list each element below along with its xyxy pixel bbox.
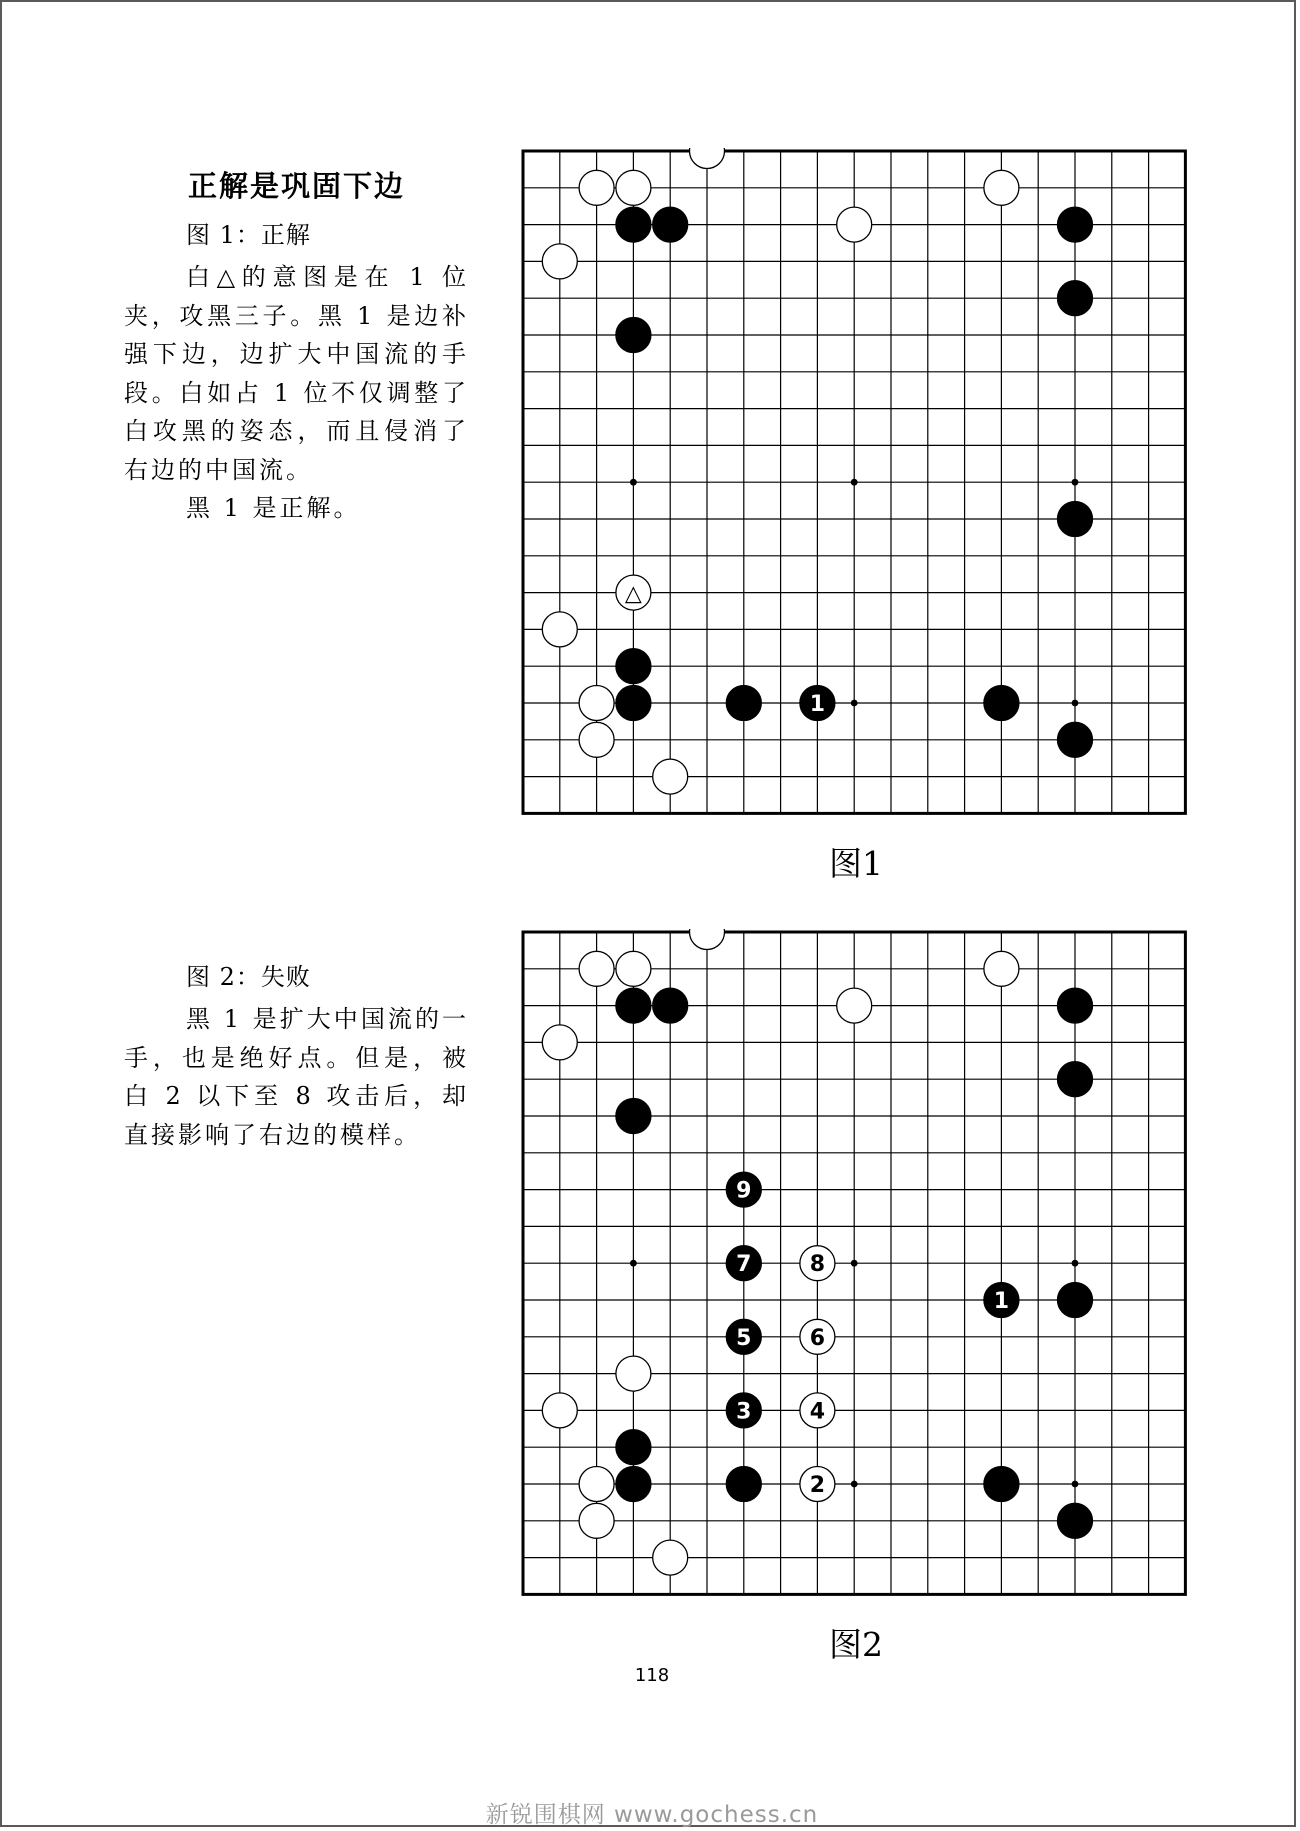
stone-label: 3 <box>736 1399 752 1425</box>
black-stone <box>1057 988 1092 1023</box>
figure-1-board <box>520 148 1190 816</box>
stone-label: 1 <box>809 691 826 717</box>
star-point <box>630 479 637 486</box>
stone-label: 5 <box>736 1325 752 1351</box>
stone-label: 7 <box>736 1252 752 1278</box>
white-stone <box>542 1393 577 1428</box>
star-point <box>851 700 858 707</box>
site-watermark: 新锐围棋网 www.gochess.cn <box>485 1802 819 1828</box>
white-stone <box>579 1503 614 1538</box>
black-stone <box>616 207 651 242</box>
black-stone <box>984 1466 1019 1501</box>
fig1-paragraph-1: 白△的意图是在 1 位夹，攻黑三子。黑 1 是边补强下边，边扩大中国流的手段。白如占 1 位不仅调整了白攻黑的姿态，而且侵消了右边的中国流。 <box>124 263 469 484</box>
figure-2-board-svg <box>520 929 1188 1597</box>
black-stone <box>616 685 651 720</box>
black-stone <box>1057 722 1092 757</box>
white-stone <box>579 685 614 720</box>
black-stone <box>726 685 761 720</box>
fig2-text <box>124 957 469 1154</box>
figure-2-board <box>520 929 1190 1597</box>
white-stone <box>579 722 614 757</box>
stone-label: 2 <box>809 1472 826 1498</box>
white-stone <box>653 1540 688 1575</box>
black-stone <box>616 988 651 1023</box>
star-point <box>851 1481 858 1488</box>
figure-1-board-svg <box>520 148 1188 816</box>
stone-label: 9 <box>736 1178 752 1204</box>
black-stone <box>653 988 688 1023</box>
black-stone <box>616 1466 651 1501</box>
white-stone <box>653 759 688 794</box>
black-stone <box>1057 1282 1092 1317</box>
star-point <box>1072 479 1079 486</box>
black-stone <box>1057 1062 1092 1097</box>
fig2-heading: 图 2：失败 <box>186 963 311 991</box>
white-stone <box>579 1466 614 1501</box>
black-stone <box>1057 1503 1092 1538</box>
black-stone <box>1057 207 1092 242</box>
fig2-paragraph-1: 黑 1 是扩大中国流的一手，也是绝好点。但是，被白 2 以下至 8 攻击后，却直接影响了右边的模样。 <box>124 1005 469 1149</box>
fig1-paragraph-2: 黑 1 是正解。 <box>186 494 361 522</box>
white-stone <box>984 170 1019 205</box>
white-stone <box>616 951 651 986</box>
white-stone <box>579 951 614 986</box>
white-stone <box>616 1356 651 1391</box>
section-title: 正解是巩固下边 <box>187 169 405 203</box>
fig1-heading: 图 1：正解 <box>186 221 311 249</box>
white-stone <box>542 612 577 647</box>
star-point <box>1072 1481 1079 1488</box>
white-stone <box>837 988 872 1023</box>
black-stone <box>616 649 651 684</box>
stone-label: 8 <box>809 1252 826 1278</box>
white-stone <box>837 207 872 242</box>
stone-label: 1 <box>993 1288 1010 1314</box>
stone-label: 4 <box>809 1399 826 1425</box>
white-stone <box>542 1025 577 1060</box>
star-point <box>630 1260 637 1267</box>
black-stone <box>1057 281 1092 316</box>
fig1-text <box>124 164 469 528</box>
fig1-caption: 图1 <box>829 844 883 883</box>
black-stone <box>1057 501 1092 536</box>
white-stone <box>579 170 614 205</box>
black-stone <box>653 207 688 242</box>
star-point <box>851 479 858 486</box>
stone-label: △ <box>624 581 642 607</box>
stone-label: 6 <box>809 1325 826 1351</box>
page-number: 118 <box>634 1665 670 1686</box>
star-point <box>1072 1260 1079 1267</box>
black-stone <box>616 1098 651 1133</box>
black-stone <box>616 1430 651 1465</box>
fig2-caption: 图2 <box>829 1625 883 1664</box>
star-point <box>1072 700 1079 707</box>
white-stone <box>984 951 1019 986</box>
black-stone <box>726 1466 761 1501</box>
star-point <box>851 1260 858 1267</box>
black-stone <box>616 317 651 352</box>
white-stone <box>542 244 577 279</box>
white-stone <box>616 170 651 205</box>
black-stone <box>984 685 1019 720</box>
